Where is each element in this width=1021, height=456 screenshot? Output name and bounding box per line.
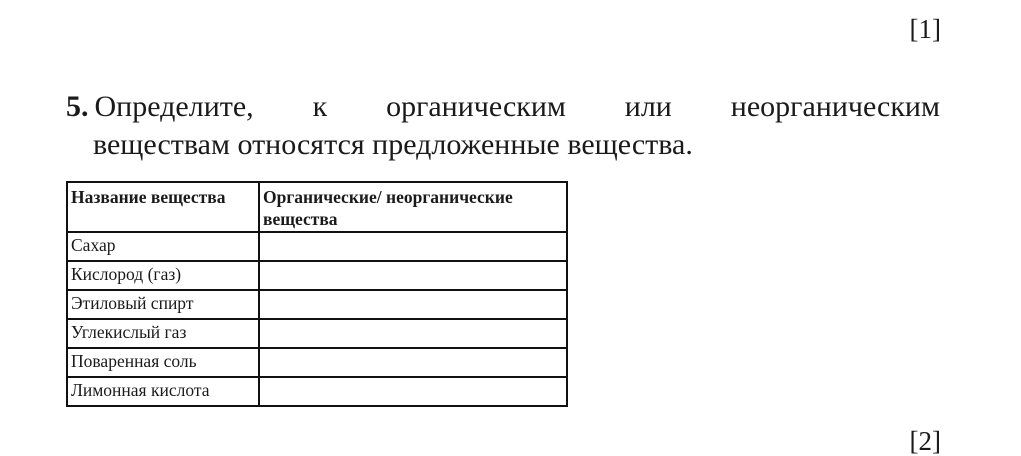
question-word: органическим [386,90,566,123]
answer-cell[interactable] [259,232,567,261]
table-row [67,348,567,377]
substance-name-cell: Лимонная кислота [67,377,259,406]
answer-cell[interactable] [259,290,567,319]
question-line-2: веществам относятся предложенные вещества. [93,128,693,161]
question-word: неорганическим [730,90,940,123]
substance-name-cell: Этиловый спирт [67,290,259,319]
question-first-word [66,88,254,126]
substance-name-cell: Сахар [67,232,259,261]
substance-name-cell: Кислород (газ) [67,261,259,290]
answer-cell[interactable] [259,377,567,406]
substance-name-cell: Поваренная соль [67,348,259,377]
question-word: или [624,90,672,123]
question-5 [66,88,940,164]
header-substance-name: Название вещества [67,182,259,232]
substance-name-cell: Углекислый газ [67,319,259,348]
table-row [67,290,567,319]
score-mark-bottom: [2] [909,426,941,456]
table-row [67,319,567,348]
answer-cell[interactable] [259,261,567,290]
question-word: к [312,90,328,123]
table-row [67,232,567,261]
question-number: 5. [66,90,89,123]
substances-table [66,181,568,407]
score-mark-top: [1] [909,14,941,44]
answer-cell[interactable] [259,348,567,377]
question-word: Определите, [94,90,254,123]
header-organic-inorganic: Органические/ неорганические вещества [259,182,567,232]
table-row [67,261,567,290]
answer-cell[interactable] [259,319,567,348]
table-row [67,377,567,406]
table-header-row [67,182,567,232]
question-line-1 [66,88,940,126]
